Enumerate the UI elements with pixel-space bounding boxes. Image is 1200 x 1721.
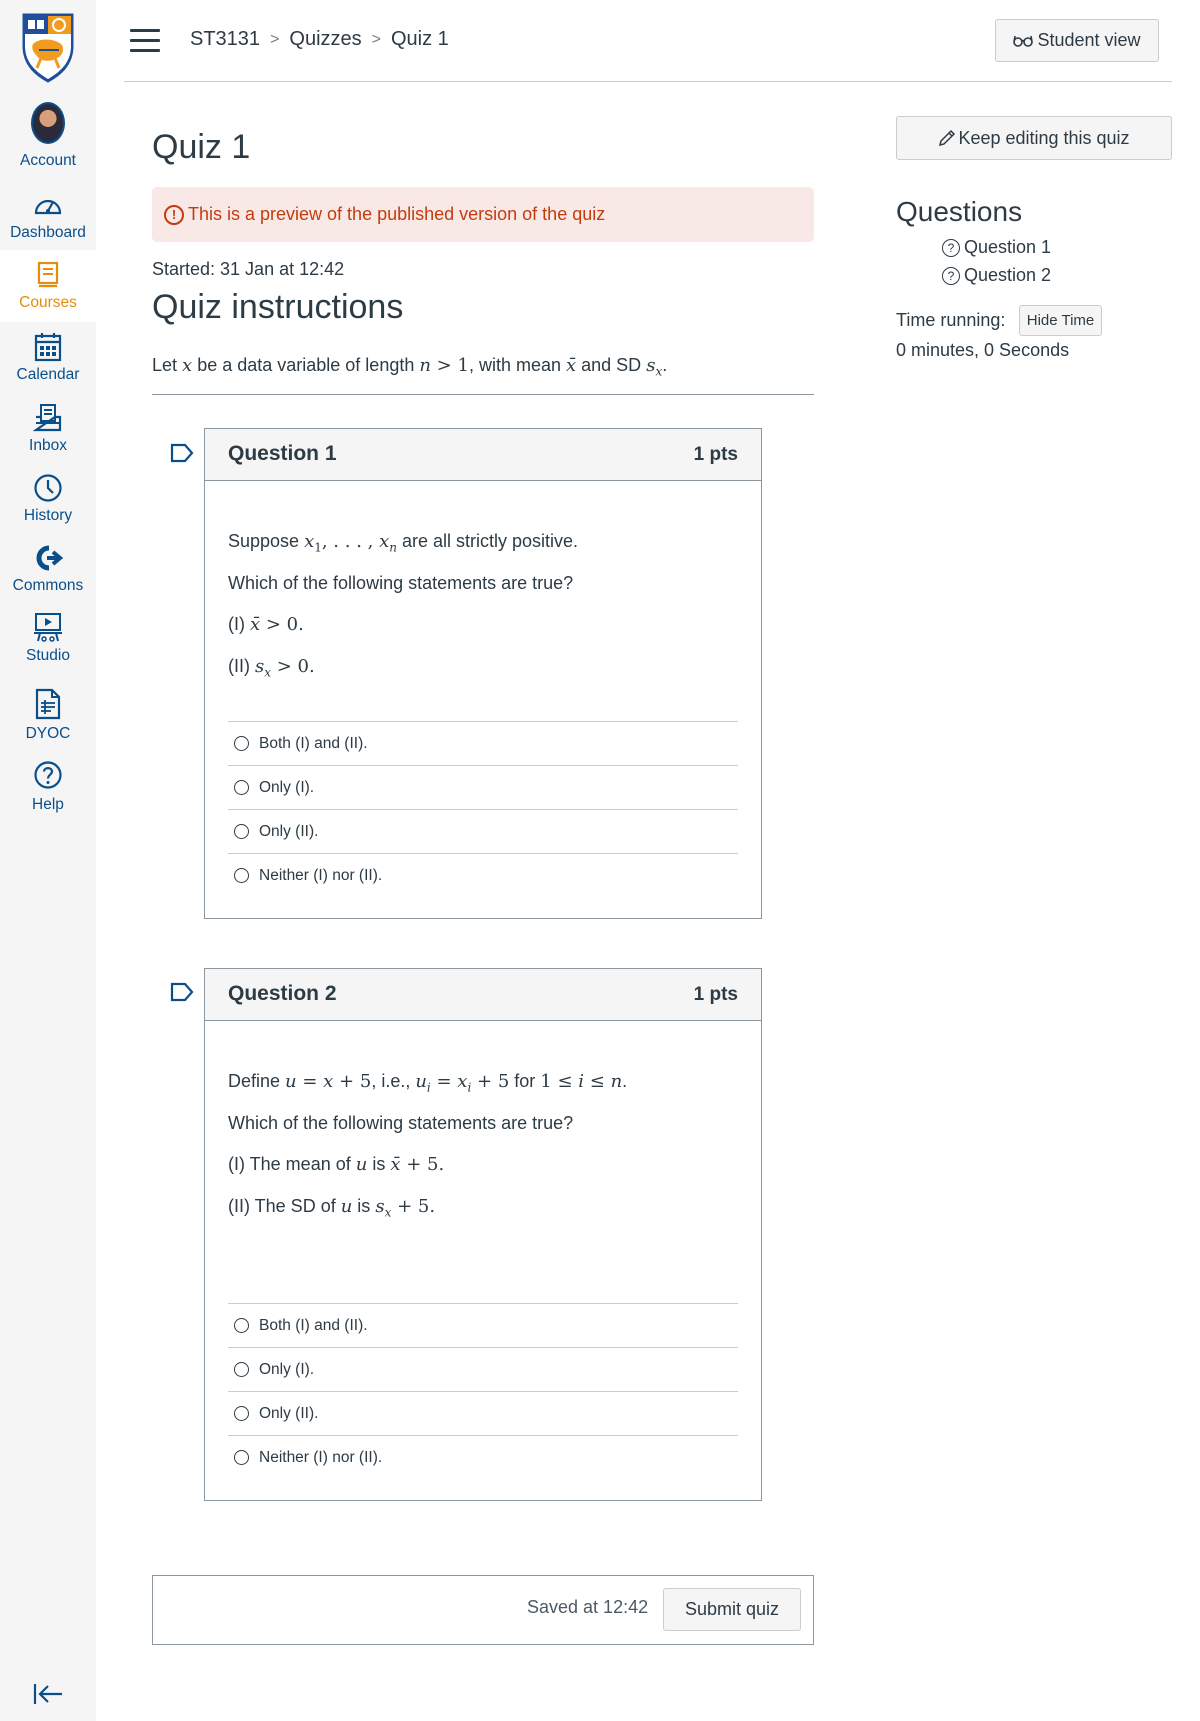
nav-label-calendar: Calendar — [16, 366, 80, 383]
preview-alert-text: This is a preview of the published version of the quiz — [188, 204, 606, 224]
question-2-stem-line-2: Which of the following statements are true? — [228, 1113, 574, 1133]
saved-status: Saved at 12:42 — [527, 1597, 649, 1617]
nav-studio[interactable] — [0, 611, 96, 681]
radio-button[interactable] — [234, 824, 249, 839]
student-view-label: Student view — [1037, 30, 1141, 50]
inbox-icon — [31, 401, 65, 435]
breadcrumb-quiz[interactable]: Quiz 1 — [391, 28, 449, 50]
started-timestamp: Started: 31 Jan at 12:42 — [152, 259, 345, 279]
instructions-heading: Quiz instructions — [152, 288, 404, 326]
question-mark-icon: ? — [942, 267, 960, 285]
radio-button[interactable] — [234, 868, 249, 883]
courses-icon — [31, 258, 65, 292]
question-mark-icon: ? — [942, 239, 960, 257]
studio-icon — [31, 611, 65, 645]
question-1-stem-line-2: Which of the following statements are true? — [228, 573, 574, 593]
radio-button[interactable] — [234, 1450, 249, 1465]
header-divider — [124, 81, 1172, 82]
nav-label-courses: Courses — [19, 294, 77, 311]
keep-editing-button[interactable] — [896, 116, 1172, 160]
radio-button[interactable] — [234, 1318, 249, 1333]
help-icon — [31, 758, 65, 792]
questions-heading: Questions — [896, 196, 1023, 227]
answer-option[interactable]: Only (II). — [228, 1391, 738, 1435]
nav-label-account: Account — [19, 152, 76, 169]
nav-label-studio: Studio — [26, 647, 70, 664]
pencil-icon — [938, 129, 956, 147]
account-avatar — [31, 106, 65, 140]
page-title: Quiz 1 — [152, 128, 251, 166]
nav-help[interactable] — [0, 758, 96, 828]
flag-question-2-icon[interactable] — [170, 982, 194, 1002]
warning-icon: ! — [164, 205, 184, 225]
glasses-icon — [1013, 34, 1033, 48]
flag-question-1-icon[interactable] — [170, 443, 194, 463]
answer-option[interactable]: Both (I) and (II). — [228, 721, 738, 765]
nav-account[interactable] — [0, 104, 96, 174]
university-logo[interactable] — [19, 10, 77, 84]
breadcrumb-course[interactable]: ST3131 — [190, 28, 261, 50]
question-2-answers — [228, 1303, 738, 1479]
breadcrumb-separator-icon: > — [270, 30, 280, 48]
nav-history[interactable] — [0, 471, 96, 541]
breadcrumb-separator-icon: > — [371, 30, 381, 48]
question-1-card — [204, 428, 762, 919]
nav-label-dyoc: DYOC — [25, 725, 71, 742]
question-2-points: 1 pts — [693, 984, 738, 1005]
radio-button[interactable] — [234, 736, 249, 751]
commons-icon — [31, 541, 65, 575]
submit-quiz-button[interactable]: Submit quiz — [663, 1588, 801, 1631]
collapse-nav-icon[interactable] — [32, 1680, 64, 1708]
question-link-2[interactable]: ? Question 2 — [942, 265, 1051, 286]
nav-label-dashboard: Dashboard — [10, 224, 86, 241]
question-1-statement-1: (I) x̄ > 0. — [228, 614, 304, 635]
breadcrumb — [190, 28, 449, 51]
student-view-button[interactable] — [995, 19, 1159, 62]
answer-option[interactable]: Both (I) and (II). — [228, 1303, 738, 1347]
hamburger-menu-icon[interactable] — [130, 29, 160, 53]
radio-button[interactable] — [234, 1362, 249, 1377]
nav-courses[interactable] — [0, 250, 96, 322]
time-running-value: 0 minutes, 0 Seconds — [896, 340, 1070, 360]
answer-option[interactable]: Only (I). — [228, 1347, 738, 1391]
time-running-label: Time running: — [896, 310, 1006, 330]
dyoc-icon — [31, 687, 65, 721]
question-1-header — [205, 429, 761, 481]
instructions-text: Let x be a data variable of length n > 1, with mean x̄ and SD $s_x$. — [152, 355, 668, 379]
university-crest-icon — [19, 10, 77, 84]
radio-button[interactable] — [234, 1406, 249, 1421]
nav-commons[interactable] — [0, 541, 96, 611]
preview-alert — [152, 187, 814, 242]
question-1-answers — [228, 721, 738, 897]
keep-editing-label: Keep editing this quiz — [958, 127, 1130, 148]
question-1-title: Question 1 — [228, 442, 337, 465]
question-link-1[interactable]: ? Question 1 — [942, 237, 1051, 258]
answer-option[interactable]: Neither (I) nor (II). — [228, 853, 738, 897]
hide-time-button[interactable]: Hide Time — [1019, 305, 1102, 336]
nav-label-commons: Commons — [12, 577, 84, 594]
question-2-header — [205, 969, 761, 1021]
dashboard-icon — [31, 188, 65, 222]
nav-calendar[interactable] — [0, 330, 96, 400]
history-icon — [31, 471, 65, 505]
nav-inbox[interactable] — [0, 401, 96, 471]
calendar-icon — [31, 330, 65, 364]
question-2-card — [204, 968, 762, 1501]
question-2-title: Question 2 — [228, 982, 337, 1005]
question-2-statement-1: (I) The mean of u is x̄ + 5. — [228, 1154, 445, 1175]
nav-label-history: History — [23, 507, 73, 524]
question-1-statement-2: (II) $s_x > 0$. — [228, 656, 315, 680]
question-1-stem-line-1: Suppose $x_1$, . . . , $x_n$ are all strictly positive. — [228, 531, 579, 555]
nav-label-inbox: Inbox — [29, 437, 67, 454]
question-1-points: 1 pts — [693, 444, 738, 465]
breadcrumb-quizzes[interactable]: Quizzes — [289, 28, 362, 50]
question-2-statement-2: (II) The SD of u is $s_x + 5$. — [228, 1196, 436, 1220]
instructions-divider — [152, 394, 814, 395]
radio-button[interactable] — [234, 780, 249, 795]
nav-dyoc[interactable] — [0, 687, 96, 757]
answer-option[interactable]: Neither (I) nor (II). — [228, 1435, 738, 1479]
nav-label-help: Help — [32, 796, 64, 813]
global-navigation — [0, 0, 96, 1721]
question-2-stem-line-1: Define u = x + 5, i.e., $u_i = x_i + 5$ for 1 ≤ i ≤ n. — [228, 1071, 628, 1095]
nav-dashboard[interactable] — [0, 188, 96, 258]
answer-option[interactable]: Only (I). — [228, 765, 738, 809]
answer-option[interactable]: Only (II). — [228, 809, 738, 853]
